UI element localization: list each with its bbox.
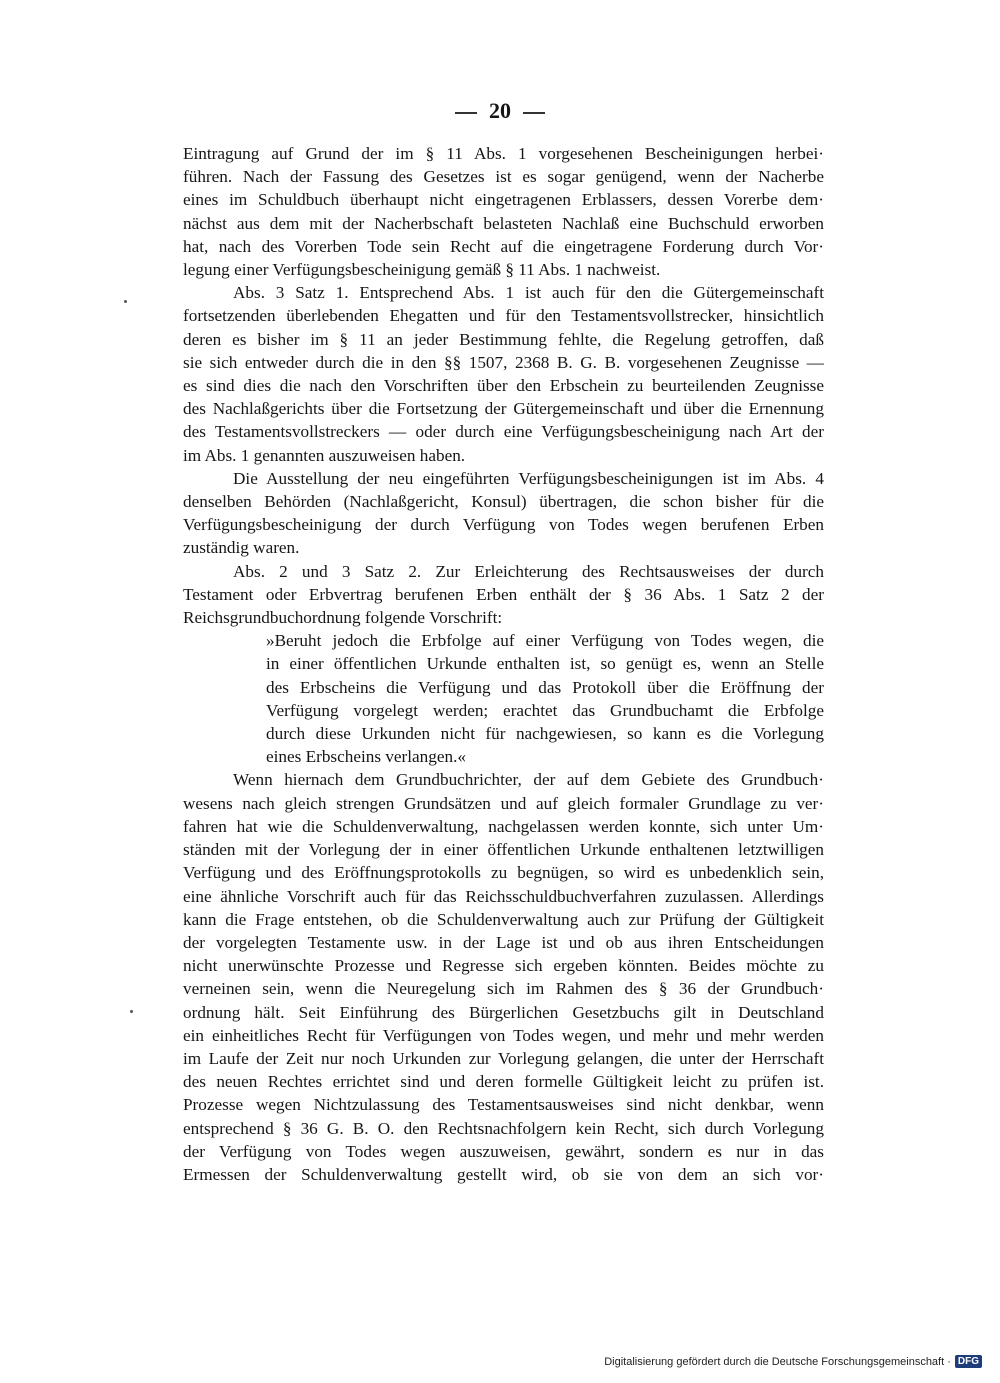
text-line: es sind dies die nach den Vorschriften über den Erbschein zu beurteilenden Zeugnisse bbox=[183, 376, 824, 396]
text-line: hat, nach des Vorerben Tode sein Recht auf die eingetragene Forderung durch Vor· bbox=[183, 236, 824, 256]
text-line: eines im Schuldbuch überhaupt nicht eingetragenen Erblassers, dessen Vorerbe dem· bbox=[183, 190, 824, 210]
text-line: fortsetzenden überlebenden Ehegatten und für den Testamentsvollstrecker, hinsichtlich bbox=[183, 306, 824, 326]
text-line: legung einer Verfügungsbescheinigung gemäß § 11 Abs. 1 nachweist. bbox=[183, 260, 661, 280]
body-text bbox=[183, 142, 824, 1186]
quote-line: eines Erbscheins verlangen.« bbox=[266, 747, 466, 767]
text-line: ständen mit der Vorlegung der in einer öffentlichen Urkunde enthaltenen letztwilligen bbox=[183, 840, 824, 860]
text-line: des neuen Rechtes errichtet sind und deren formelle Gültigkeit leicht zu prüfen ist. bbox=[183, 1072, 824, 1092]
text-line: der Verfügung von Todes wegen auszuweisen, gewährt, sondern es nur in das bbox=[183, 1141, 824, 1161]
text-line: nächst aus dem mit der Nacherbschaft belasteten Nachlaß eine Buchschuld erworben bbox=[183, 213, 824, 233]
digitization-credit bbox=[604, 1355, 982, 1368]
quote-line: Verfügung vorgelegt werden; erachtet das Grundbuchamt die Erbfolge bbox=[266, 700, 824, 720]
text-line: denselben Behörden (Nachlaßgericht, Konsul) übertragen, die schon bisher für die bbox=[183, 492, 824, 512]
quote-line: »Beruht jedoch die Erbfolge auf einer Verfügung von Todes wegen, die bbox=[266, 631, 824, 651]
text-line: des Nachlaßgerichts über die Fortsetzung der Gütergemeinschaft und über die Ernennung bbox=[183, 399, 824, 419]
text-line: Wenn hiernach dem Grundbuchrichter, der auf dem Gebiete des Grundbuch· bbox=[233, 770, 824, 790]
text-line: ordnung hält. Seit Einführung des Bürgerlichen Gesetzbuchs gilt in Deutschland bbox=[183, 1002, 824, 1022]
text-line: im Abs. 1 genannten auszuweisen haben. bbox=[183, 445, 466, 465]
credit-text: Digitalisierung gefördert durch die Deutsche Forschungsgemeinschaft · bbox=[604, 1355, 951, 1368]
text-line: Abs. 2 und 3 Satz 2. Zur Erleichterung des Rechtsausweises der durch bbox=[233, 561, 824, 581]
quote-line: des Erbscheins die Verfügung und das Protokoll über die Eröffnung der bbox=[266, 677, 824, 697]
text-line: Die Ausstellung der neu eingeführten Verfügungsbescheinigungen ist im Abs. 4 bbox=[233, 468, 824, 488]
text-line: Verfügungsbescheinigung der durch Verfügung von Todes wegen berufenen Erben bbox=[183, 515, 824, 535]
text-line: Verfügung und des Eröffnungsprotokolls zu begnügen, so wird es unbedenklich sein, bbox=[183, 863, 824, 883]
text-line: im Laufe der Zeit nur noch Urkunden zur Vorlegung gelangen, die unter der Herrschaft bbox=[183, 1048, 824, 1068]
text-line: wesens nach gleich strengen Grundsätzen und auf gleich formaler Grundlage zu ver· bbox=[183, 793, 824, 813]
text-line: führen. Nach der Fassung des Gesetzes ist es sogar genügend, wenn der Nacherbe bbox=[183, 167, 824, 187]
text-line: Eintragung auf Grund der im § 11 Abs. 1 vorgesehenen Bescheinigungen herbei· bbox=[183, 144, 824, 163]
text-line: Ermessen der Schuldenverwaltung gestellt wird, ob sie von dem an sich vor· bbox=[183, 1164, 824, 1184]
scan-dot bbox=[130, 1010, 133, 1013]
text-line: Reichsgrundbuchordnung folgende Vorschrift: bbox=[183, 608, 503, 628]
text-line: verneinen sein, wenn die Neuregelung sich im Rahmen des § 36 der Grundbuch· bbox=[183, 979, 824, 999]
page-number bbox=[0, 98, 1000, 124]
text-line: Prozesse wegen Nichtzulassung des Testamentsausweises sind nicht denkbar, wenn bbox=[183, 1095, 824, 1115]
text-line: eine ähnliche Vorschrift auch für das Reichsschuldbuchverfahren zuzulassen. Allerdings bbox=[183, 886, 824, 906]
text-line: sie sich entweder durch die in den §§ 1507, 2368 B. G. B. vorgesehenen Zeugnisse — bbox=[183, 352, 824, 372]
page-number-text: 20 bbox=[489, 98, 511, 123]
text-line: des Testamentsvollstreckers — oder durch eine Verfügungsbescheinigung nach Art der bbox=[183, 422, 824, 442]
quote-line: durch diese Urkunden nicht für nachgewiesen, so kann es die Vorlegung bbox=[266, 724, 824, 744]
text-line: kann die Frage entstehen, ob die Schuldenverwaltung auch zur Prüfung der Gültigkeit bbox=[183, 909, 824, 929]
text-line: Testament oder Erbvertrag berufenen Erben enthält der § 36 Abs. 1 Satz 2 der bbox=[183, 584, 824, 604]
quote-line: in einer öffentlichen Urkunde enthalten ist, so genügt es, wenn an Stelle bbox=[266, 654, 824, 674]
text-line: fahren hat wie die Schuldenverwaltung, nachgelassen werden konnte, sich unter Um· bbox=[183, 816, 824, 836]
scan-dot bbox=[124, 300, 127, 303]
text-line: entsprechend § 36 G. B. O. den Rechtsnachfolgern kein Recht, sich durch Vorlegung bbox=[183, 1118, 824, 1138]
text-line: Abs. 3 Satz 1. Entsprechend Abs. 1 ist auch für den die Gütergemeinschaft bbox=[233, 283, 824, 303]
text-line: deren es bisher im § 11 an jeder Bestimmung fehlte, die Regelung getroffen, daß bbox=[183, 329, 824, 349]
page-number-dash-left bbox=[455, 112, 477, 114]
text-line: der vorgelegten Testamente usw. in der Lage ist und ob aus ihren Entscheidungen bbox=[183, 932, 824, 952]
page-number-dash-right bbox=[523, 112, 545, 114]
text-line: nicht unerwünschte Prozesse und Regresse sich ergeben könnten. Beides möchte zu bbox=[183, 956, 824, 976]
text-line: ein einheitliches Recht für Verfügungen von Todes wegen, und mehr und mehr werden bbox=[183, 1025, 824, 1045]
text-line: zuständig waren. bbox=[183, 538, 300, 558]
dfg-logo: DFG bbox=[955, 1355, 982, 1368]
block-quote bbox=[266, 629, 824, 768]
